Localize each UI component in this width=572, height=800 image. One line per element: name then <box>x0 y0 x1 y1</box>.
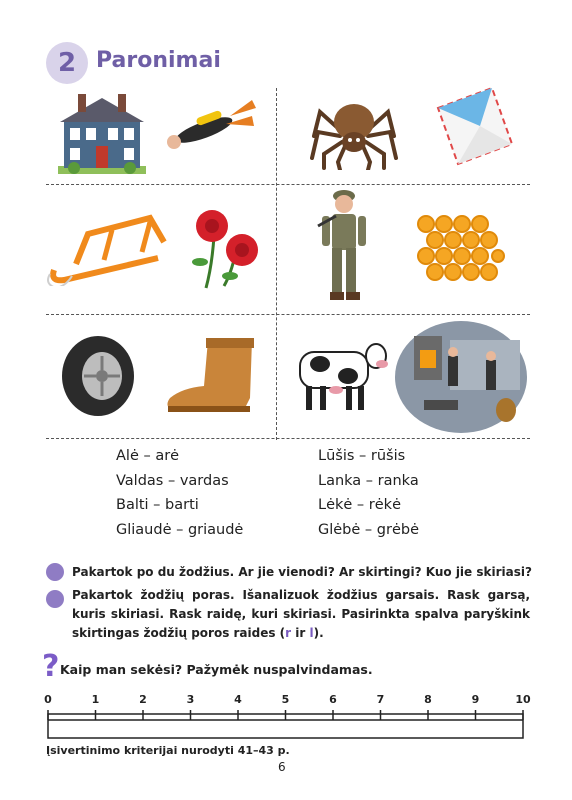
soldier-picture <box>316 186 372 306</box>
word-pair: Balti – barti <box>116 497 199 513</box>
grid-divider-row3 <box>46 438 530 439</box>
self-assessment-question: Kaip man sekėsi? Pažymėk nuspalvindamas. <box>60 662 373 677</box>
roses-picture <box>184 196 264 290</box>
envelope-picture <box>432 86 516 166</box>
grid-divider-vertical <box>276 88 277 440</box>
letter-r: r <box>285 626 292 640</box>
boot-picture <box>164 336 256 416</box>
blacksmith-workshop-picture <box>394 320 528 434</box>
scale-label: 5 <box>281 693 290 706</box>
task-2-end: ). <box>313 626 324 640</box>
word-pair: Gliaudė – griaudė <box>116 521 244 538</box>
scale-label: 10 <box>515 693 531 706</box>
tire-picture <box>60 334 140 418</box>
page-number: 6 <box>278 760 286 774</box>
task-bullet-icon <box>46 563 64 581</box>
task-2 <box>72 586 530 643</box>
scale-label: 0 <box>44 693 52 706</box>
sled-picture <box>46 204 172 286</box>
task-1: Pakartok po du žodžius. Ar jie vienodi? Ar skirtingi? Kuo jie skiriasi? <box>72 565 532 579</box>
section-number: 2 <box>46 42 88 84</box>
word-pair: Lėkė – rėkė <box>318 497 401 513</box>
scale-label: 3 <box>186 693 195 706</box>
scale-label: 7 <box>376 693 385 706</box>
task-2-conj: ir <box>291 626 310 640</box>
word-pair: Lanka – ranka <box>318 472 419 489</box>
assessment-scale-bar[interactable] <box>40 706 534 740</box>
spider-picture <box>310 92 398 170</box>
word-pair: Lūšis – rūšis <box>318 448 406 464</box>
word-pair: Glėbė – grėbė <box>318 521 419 538</box>
letter-l: l <box>309 626 314 640</box>
cow-picture <box>290 338 392 414</box>
scale-label: 2 <box>139 693 147 706</box>
question-mark-icon: ? <box>42 649 60 684</box>
task-2-text: Pakartok žodžių poras. Išanalizuok žodžius garsais. Rask garsą, kuris skiriasi. Rask raidę, kuri skiriasi. Pasirinkta spalva paryškink skirtingas žodžių poros raides ( <box>72 588 530 640</box>
scale-label: 6 <box>329 693 337 706</box>
diver-picture <box>160 96 258 152</box>
grid-divider-row2 <box>46 314 530 315</box>
scale-label: 1 <box>91 693 100 706</box>
word-pair: Valdas – vardas <box>116 472 229 489</box>
scale-label: 9 <box>471 693 480 706</box>
scale-label: 8 <box>424 693 432 706</box>
scale-label: 4 <box>234 693 242 706</box>
word-pair: Alė – arė <box>116 448 180 464</box>
house-picture <box>56 92 148 176</box>
word-pairs-left <box>116 448 243 546</box>
honeycomb-picture <box>414 212 506 282</box>
section-title: Paronimai <box>96 48 221 73</box>
assessment-criteria-note: Įsivertinimo kriterijai nurodyti 41–43 p. <box>46 744 290 757</box>
grid-divider-row1 <box>46 184 530 185</box>
word-pairs-right <box>318 448 419 546</box>
task-bullet-icon <box>46 590 64 608</box>
